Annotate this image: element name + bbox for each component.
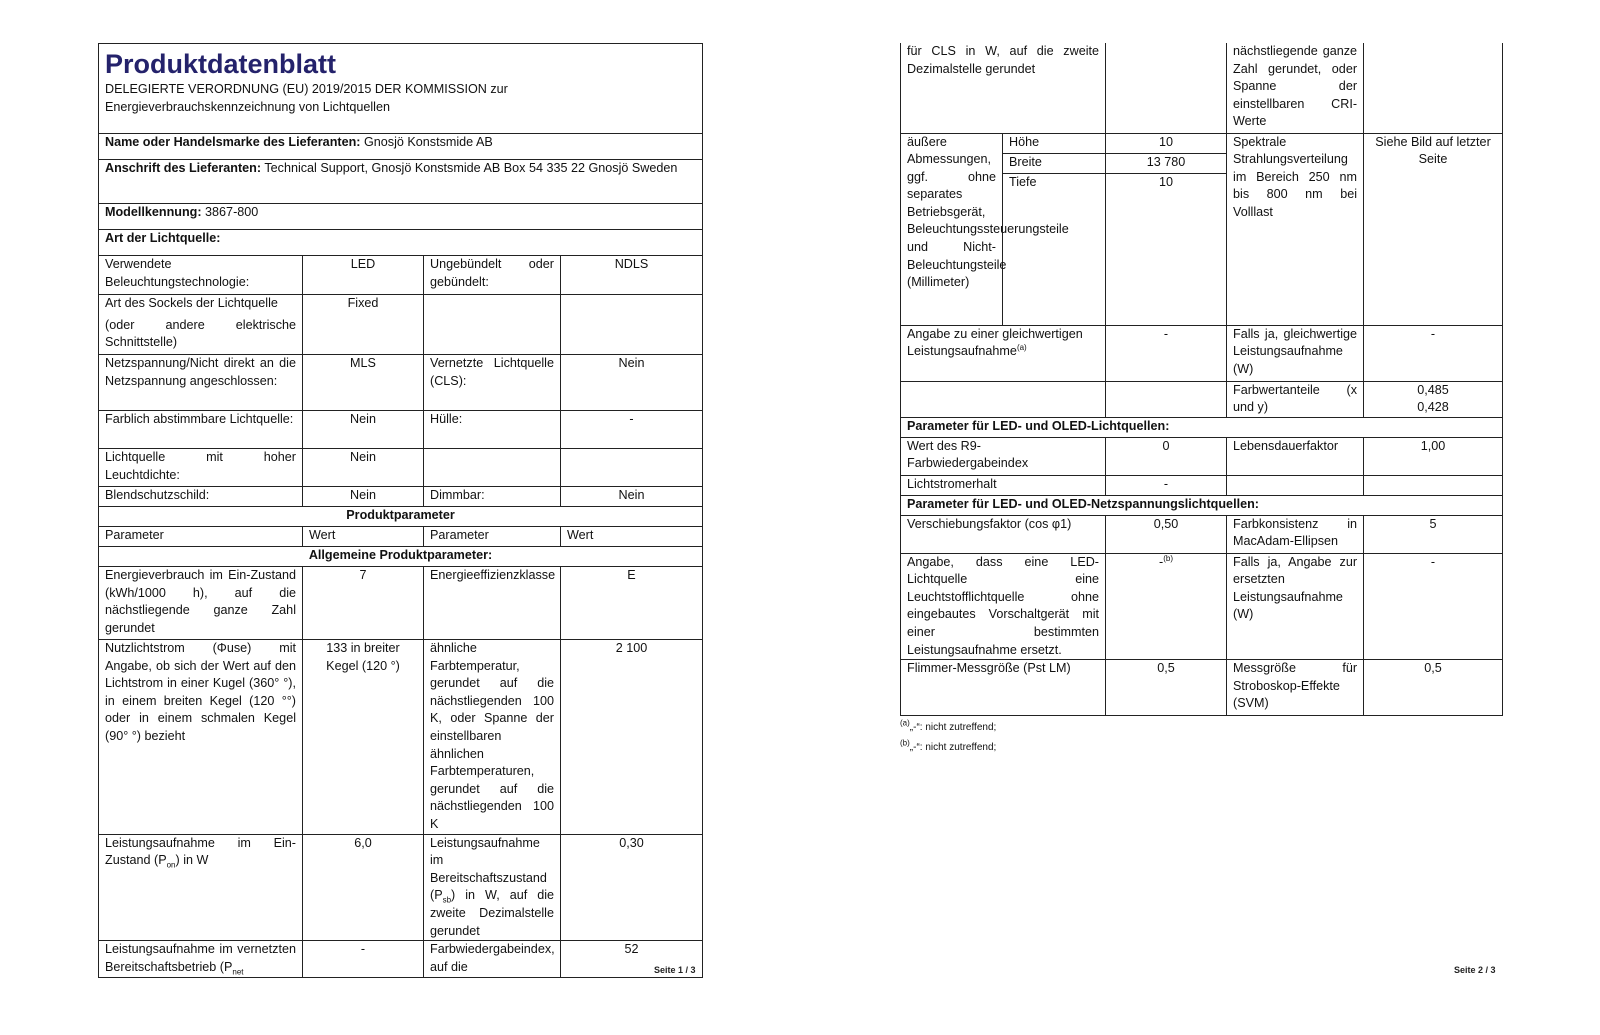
- socket-label-note: (oder andere elektrische Schnittstelle): [105, 317, 296, 350]
- param-cell: Angabe zu einer gleichwertigen Leistungsaufnahme$^{(a)}$: [901, 325, 1106, 381]
- chromaticity-x: 0,485: [1417, 382, 1449, 397]
- height-label: Höhe: [1003, 133, 1106, 153]
- value-cell: Fixed: [303, 295, 424, 355]
- general-params-heading: Allgemeine Produktparameter:: [99, 547, 703, 567]
- value-cell: -: [1364, 553, 1503, 660]
- table-row: [99, 941, 703, 978]
- value-cell: -$^{(b)}$: [1106, 553, 1227, 660]
- footnote-b: $^{(b)}$„-“: nicht zutreffend;: [900, 738, 997, 754]
- table-row: [901, 475, 1503, 495]
- datasheet-page-1: [98, 0, 702, 978]
- value-cell: 0,5: [1364, 660, 1503, 716]
- table-row: [99, 640, 703, 835]
- table-row: [901, 325, 1503, 381]
- model-row: [99, 204, 703, 230]
- col-header-value-2: Wert: [561, 527, 703, 547]
- param-cell: Leistungsaufnahme im vernetzten Bereitschaftsbetrieb ($P_{net}$: [99, 941, 303, 978]
- param-cell: [424, 449, 561, 487]
- param-cell: [99, 295, 303, 355]
- page-2-footer: Seite 2 / 3: [1454, 965, 1496, 975]
- column-header-row: [99, 527, 703, 547]
- param-cell: Farbwiedergabeindex, auf die: [424, 941, 561, 978]
- param-cell: Dimmbar:: [424, 487, 561, 507]
- param-cell: Nutzlichtstrom (Φuse) mit Angabe, ob sich der Wert auf den Lichtstrom in einer Kugel (360° °), in einem breiten Kegel (120 °°) oder in einem schmalen Kegel (90° °) bezieht: [99, 640, 303, 835]
- table-row: [99, 449, 703, 487]
- param-cell: Ungebündelt oder gebündelt:: [424, 256, 561, 295]
- table-row: [99, 487, 703, 507]
- document-title: Produktdatenblatt: [105, 49, 337, 79]
- col-header-parameter-2: Parameter: [424, 527, 561, 547]
- value-cell: Nein: [303, 487, 424, 507]
- table-row: [901, 437, 1503, 475]
- supplier-name-row: [99, 134, 703, 160]
- value-cell: 52: [561, 941, 703, 978]
- param-cell: nächstliegende ganze Zahl gerundet, oder Spanne der einstellbaren CRI-Werte: [1227, 43, 1364, 133]
- value-cell: [1364, 43, 1503, 133]
- value-cell: [561, 449, 703, 487]
- light-source-type-heading: Art der Lichtquelle:: [99, 230, 703, 256]
- value-cell: E: [561, 567, 703, 640]
- supplier-address-value: Technical Support, Gnosjö Konstsmide AB Box 54 335 22 Gnosjö Sweden: [264, 161, 678, 175]
- table-row: [99, 256, 703, 295]
- param-cell: Leistungsaufnahme im Ein-Zustand $(P_{on})$ in W: [99, 834, 303, 941]
- table-row: [99, 355, 703, 411]
- header-cell: [99, 44, 703, 134]
- value-cell: [1364, 475, 1503, 495]
- value-cell: -: [303, 941, 424, 978]
- value-cell: Nein: [561, 487, 703, 507]
- value-cell: 0,5: [1106, 660, 1227, 716]
- col-header-parameter: Parameter: [99, 527, 303, 547]
- value-cell: Nein: [561, 355, 703, 411]
- dimensions-label: äußere Abmessungen, ggf. ohne separates Betriebsgerät, Beleuchtungssteuerungsteile und Nicht-Beleuchtungsteile (Millimeter): [901, 133, 1003, 325]
- width-value: 13 780: [1106, 153, 1227, 173]
- supplier-name-label: Name oder Handelsmarke des Lieferanten:: [105, 135, 361, 149]
- param-cell: [901, 381, 1106, 417]
- param-cell: für CLS in W, auf die zweite Dezimalstelle gerundet: [901, 43, 1106, 133]
- table-row: [901, 660, 1503, 716]
- value-cell: Nein: [303, 411, 424, 449]
- chromaticity-y: 0,428: [1417, 400, 1449, 415]
- value-cell: 0: [1106, 437, 1227, 475]
- value-cell: [1106, 381, 1227, 417]
- value-cell: 1,00: [1364, 437, 1503, 475]
- param-cell: Lichtquelle mit hoher Leuchtdichte:: [99, 449, 303, 487]
- value-cell: [561, 295, 703, 355]
- value-cell: 133 in breiter Kegel (120 °): [303, 640, 424, 835]
- param-cell: [424, 295, 561, 355]
- value-cell: LED: [303, 256, 424, 295]
- param-cell: Lichtstromerhalt: [901, 475, 1106, 495]
- chromaticity-values: [1364, 381, 1503, 417]
- value-cell: 7: [303, 567, 424, 640]
- value-cell: 0,50: [1106, 515, 1227, 553]
- param-cell: Messgröße für Stroboskop-Effekte (SVM): [1227, 660, 1364, 716]
- value-cell: Nein: [303, 449, 424, 487]
- value-cell: -: [1364, 325, 1503, 381]
- value-cell: 0,30: [561, 834, 703, 941]
- regulation-text: DELEGIERTE VERORDNUNG (EU) 2019/2015 DER KOMMISSION zur Energieverbrauchskennzeichnung von Lichtquellen: [105, 82, 508, 114]
- param-cell: Spektrale Strahlungsverteilung im Bereich 250 nm bis 800 nm bei Volllast: [1227, 133, 1364, 325]
- param-cell: Netzspannung/Nicht direkt an die Netzspannung angeschlossen:: [99, 355, 303, 411]
- value-cell: 2 100: [561, 640, 703, 835]
- param-cell: Falls ja, gleichwertige Leistungsaufnahme (W): [1227, 325, 1364, 381]
- table-row: [99, 295, 703, 355]
- param-cell: Energieverbrauch im Ein-Zustand (kWh/1000 h), auf die nächstliegende ganze Zahl gerundet: [99, 567, 303, 640]
- param-cell: Hülle:: [424, 411, 561, 449]
- value-cell: -: [561, 411, 703, 449]
- param-cell: [1227, 475, 1364, 495]
- table-row: [901, 381, 1503, 417]
- value-cell: 6,0: [303, 834, 424, 941]
- datasheet-page-2: [900, 0, 1502, 758]
- table-row: [901, 133, 1503, 153]
- width-label: Breite: [1003, 153, 1106, 173]
- table-row: [99, 834, 703, 941]
- page-1-footer: Seite 1 / 3: [654, 965, 696, 975]
- value-cell: MLS: [303, 355, 424, 411]
- param-cell: Flimmer-Messgröße (Pst LM): [901, 660, 1106, 716]
- value-cell: -: [1106, 475, 1227, 495]
- mains-params-heading: Parameter für LED- und OLED-Netzspannungslichtquellen:: [901, 495, 1503, 515]
- col-header-value: Wert: [303, 527, 424, 547]
- product-params-heading: Produktparameter: [99, 507, 703, 527]
- footnote-a: $^{(a)}$„-“: nicht zutreffend;: [900, 718, 997, 734]
- param-cell: Angabe, dass eine LED-Lichtquelle eine Leuchtstofflichtquelle ohne eingebautes Vorschaltgerät mit einer bestimmten Leistungsaufnahme ersetzt.: [901, 553, 1106, 660]
- supplier-name-value: Gnosjö Konstsmide AB: [363, 135, 493, 149]
- product-datasheet-table: [98, 43, 703, 978]
- model-label: Modellkennung:: [105, 205, 202, 219]
- param-cell: ähnliche Farbtemperatur, gerundet auf die nächstliegenden 100 K, oder Spanne der einstellbaren ähnlichen Farbtemperaturen, gerundet auf die nächstliegenden 100 K: [424, 640, 561, 835]
- supplier-address-row: [99, 160, 703, 204]
- supplier-address-label: Anschrift des Lieferanten:: [105, 161, 262, 175]
- param-cell: Vernetzte Lichtquelle (CLS):: [424, 355, 561, 411]
- led-params-heading: Parameter für LED- und OLED-Lichtquellen:: [901, 417, 1503, 437]
- model-value: 3867-800: [205, 205, 259, 219]
- product-datasheet-table-continued: [900, 43, 1503, 716]
- value-cell: NDLS: [561, 256, 703, 295]
- value-cell: Siehe Bild auf letzter Seite: [1364, 133, 1503, 325]
- param-cell: Wert des R9-Farbwiedergabeindex: [901, 437, 1106, 475]
- height-value: 10: [1106, 133, 1227, 153]
- param-cell: Energieeffizienzklasse: [424, 567, 561, 640]
- value-cell: [1106, 43, 1227, 133]
- table-row: [99, 567, 703, 640]
- footnotes: [900, 718, 1502, 758]
- socket-label: Art des Sockels der Lichtquelle: [105, 296, 278, 310]
- depth-label: Tiefe: [1003, 173, 1106, 325]
- param-cell: Farbkonsistenz in MacAdam-Ellipsen: [1227, 515, 1364, 553]
- table-row: [99, 411, 703, 449]
- param-cell: Falls ja, Angabe zur ersetzten Leistungsaufnahme (W): [1227, 553, 1364, 660]
- param-cell: Leistungsaufnahme im Bereitschaftszustand $(P_{sb})$ in W, auf die zweite Dezimalstelle gerundet: [424, 834, 561, 941]
- param-cell: Farblich abstimmbare Lichtquelle:: [99, 411, 303, 449]
- value-cell: 5: [1364, 515, 1503, 553]
- param-cell: Blendschutzschild:: [99, 487, 303, 507]
- param-cell: Verschiebungsfaktor (cos φ1): [901, 515, 1106, 553]
- table-row: [901, 515, 1503, 553]
- depth-value: 10: [1106, 173, 1227, 325]
- param-cell: Lebensdauerfaktor: [1227, 437, 1364, 475]
- value-cell: -: [1106, 325, 1227, 381]
- table-row: [901, 43, 1503, 133]
- param-cell: Farbwertanteile (x und y): [1227, 381, 1364, 417]
- param-cell: Verwendete Beleuchtungstechnologie:: [99, 256, 303, 295]
- table-row: [901, 553, 1503, 660]
